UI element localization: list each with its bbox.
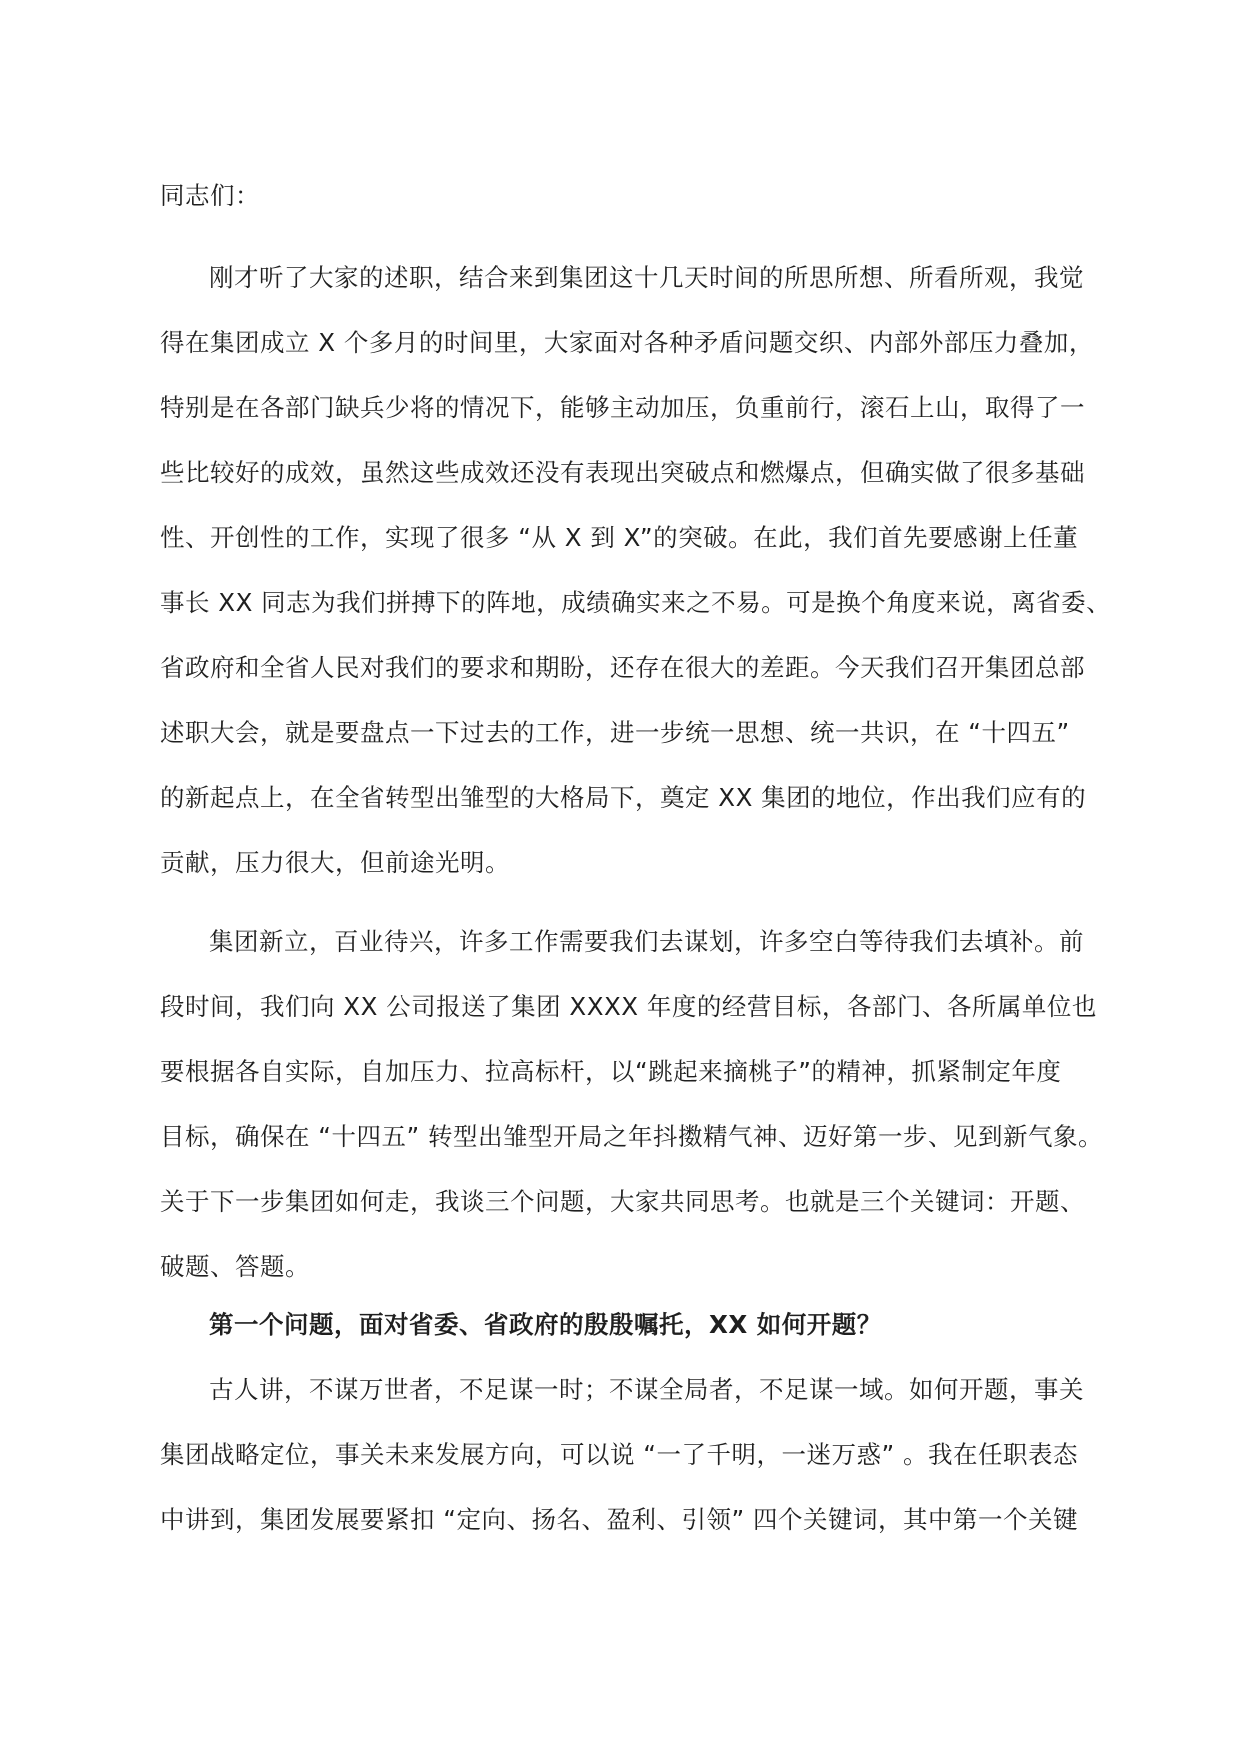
paragraph-2-line: 要根据各自实际，自加压力、拉高标杆，以“跳起来摘桃子”的精神，抓紧制定年度 — [160, 1057, 1062, 1086]
paragraph-1-line: 些比较好的成效，虽然这些成效还没有表现出突破点和燃爆点，但确实做了很多基础 — [160, 458, 1085, 487]
paragraph-1-line: 得在集团成立 X 个多月的时间里，大家面对各种矛盾问题交织、内部外部压力叠加， — [160, 328, 1094, 357]
paragraph-2-line: 破题、答题。 — [160, 1252, 310, 1281]
section-heading: 第一个问题，面对省委、省政府的殷殷嘱托，XX 如何开题？ — [209, 1310, 882, 1339]
paragraph-1-line: 的新起点上，在全省转型出雏型的大格局下，奠定 XX 集团的地位，作出我们应有的 — [160, 783, 1087, 812]
paragraph-2-line: 集团新立，百业待兴，许多工作需要我们去谋划，许多空白等待我们去填补。前 — [209, 927, 1084, 956]
paragraph-3-line: 中讲到，集团发展要紧扣 “定向、扬名、盈利、引领” 四个关键词，其中第一个关键 — [160, 1505, 1078, 1534]
paragraph-1-line: 刚才听了大家的述职，结合来到集团这十几天时间的所思所想、所看所观，我觉 — [209, 263, 1084, 292]
paragraph-1-line: 述职大会，就是要盘点一下过去的工作，进一步统一思想、统一共识，在 “十四五” — [160, 718, 1070, 747]
paragraph-1-line: 性、开创性的工作，实现了很多 “从 X 到 X”的突破。在此，我们首先要感谢上任董 — [160, 523, 1079, 552]
paragraph-1-line: 特别是在各部门缺兵少将的情况下，能够主动加压，负重前行，滚石上山，取得了一 — [160, 393, 1085, 422]
paragraph-1-line: 事长 XX 同志为我们拼搏下的阵地，成绩确实来之不易。可是换个角度来说，离省委、 — [160, 588, 1112, 617]
paragraph-3-line: 集团战略定位，事关未来发展方向，可以说 “一了千明，一迷万惑” 。我在任职表态 — [160, 1440, 1078, 1469]
paragraph-2-line: 段时间，我们向 XX 公司报送了集团 XXXX 年度的经营目标，各部门、各所属单位也 — [160, 992, 1097, 1021]
paragraph-1-line: 省政府和全省人民对我们的要求和期盼，还存在很大的差距。今天我们召开集团总部 — [160, 653, 1085, 682]
paragraph-3-line: 古人讲，不谋万世者，不足谋一时；不谋全局者，不足谋一域。如何开题，事关 — [209, 1375, 1084, 1404]
paragraph-2-line: 目标，确保在 “十四五” 转型出雏型开局之年抖擞精气神、迈好第一步、见到新气象。 — [160, 1122, 1103, 1151]
paragraph-2-line: 关于下一步集团如何走，我谈三个问题，大家共同思考。也就是三个关键词：开题、 — [160, 1187, 1085, 1216]
salutation: 同志们： — [160, 181, 260, 210]
paragraph-1-line: 贡献，压力很大，但前途光明。 — [160, 848, 510, 877]
